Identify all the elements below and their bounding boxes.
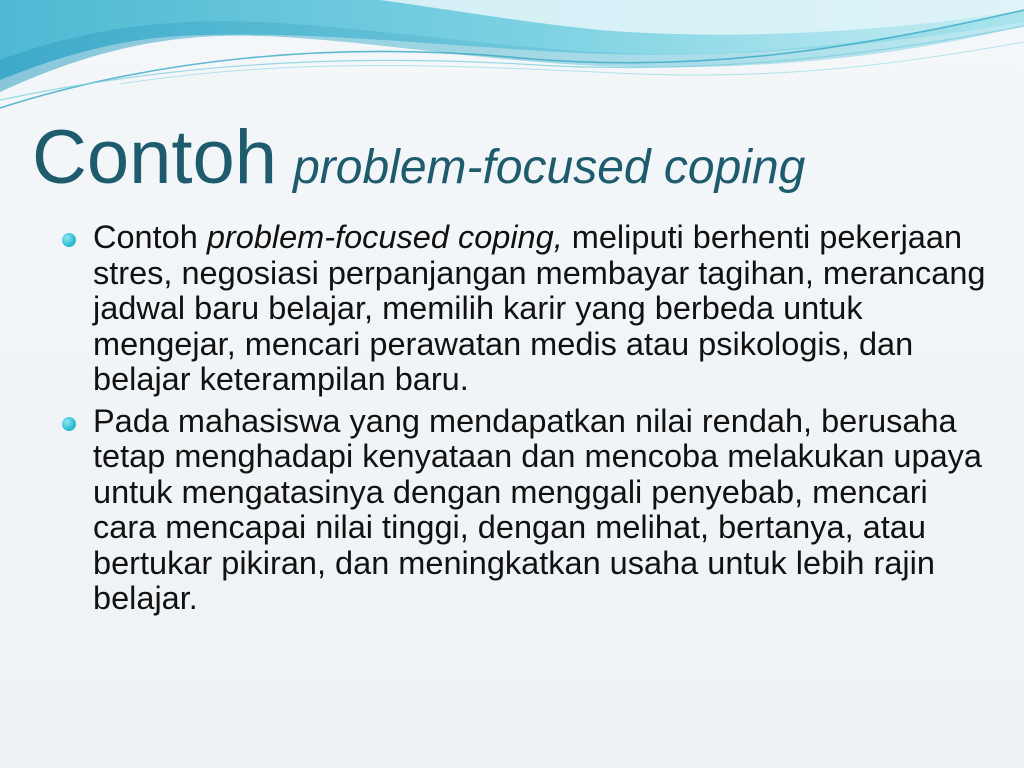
- bullet-dot-icon: [62, 417, 76, 431]
- slide-title-main: Contoh: [32, 115, 278, 200]
- bullet-dot-icon: [62, 233, 76, 247]
- bullet-body-text: meliputi berhenti pekerjaan stres, negosiasi perpanjangan membayar tagihan, merancang jadwal baru belajar, memilih karir yang berbeda untuk mengejar, mencari perawatan medis atau psikologis, dan belajar keterampilan baru.: [93, 219, 986, 397]
- bullet-item: [60, 404, 990, 617]
- bullet-emphasis-text: problem-focused coping,: [206, 219, 563, 255]
- bullet-lead-text: Contoh: [93, 219, 198, 255]
- bullet-item: [60, 220, 990, 398]
- bullet-body-text: Pada mahasiswa yang mendapatkan nilai rendah, berusaha tetap menghadapi kenyataan dan mencoba melakukan upaya untuk mengatasinya dengan menggali penyebab, mencari cara mencapai nilai tinggi, dengan melihat, bertanya, atau bertukar pikiran, dan meningkatkan usaha untuk lebih rajin belajar.: [93, 402, 982, 616]
- slide-title-italic: problem-focused coping: [293, 141, 806, 194]
- slide-title: [32, 115, 806, 200]
- bullet-list: [60, 220, 990, 623]
